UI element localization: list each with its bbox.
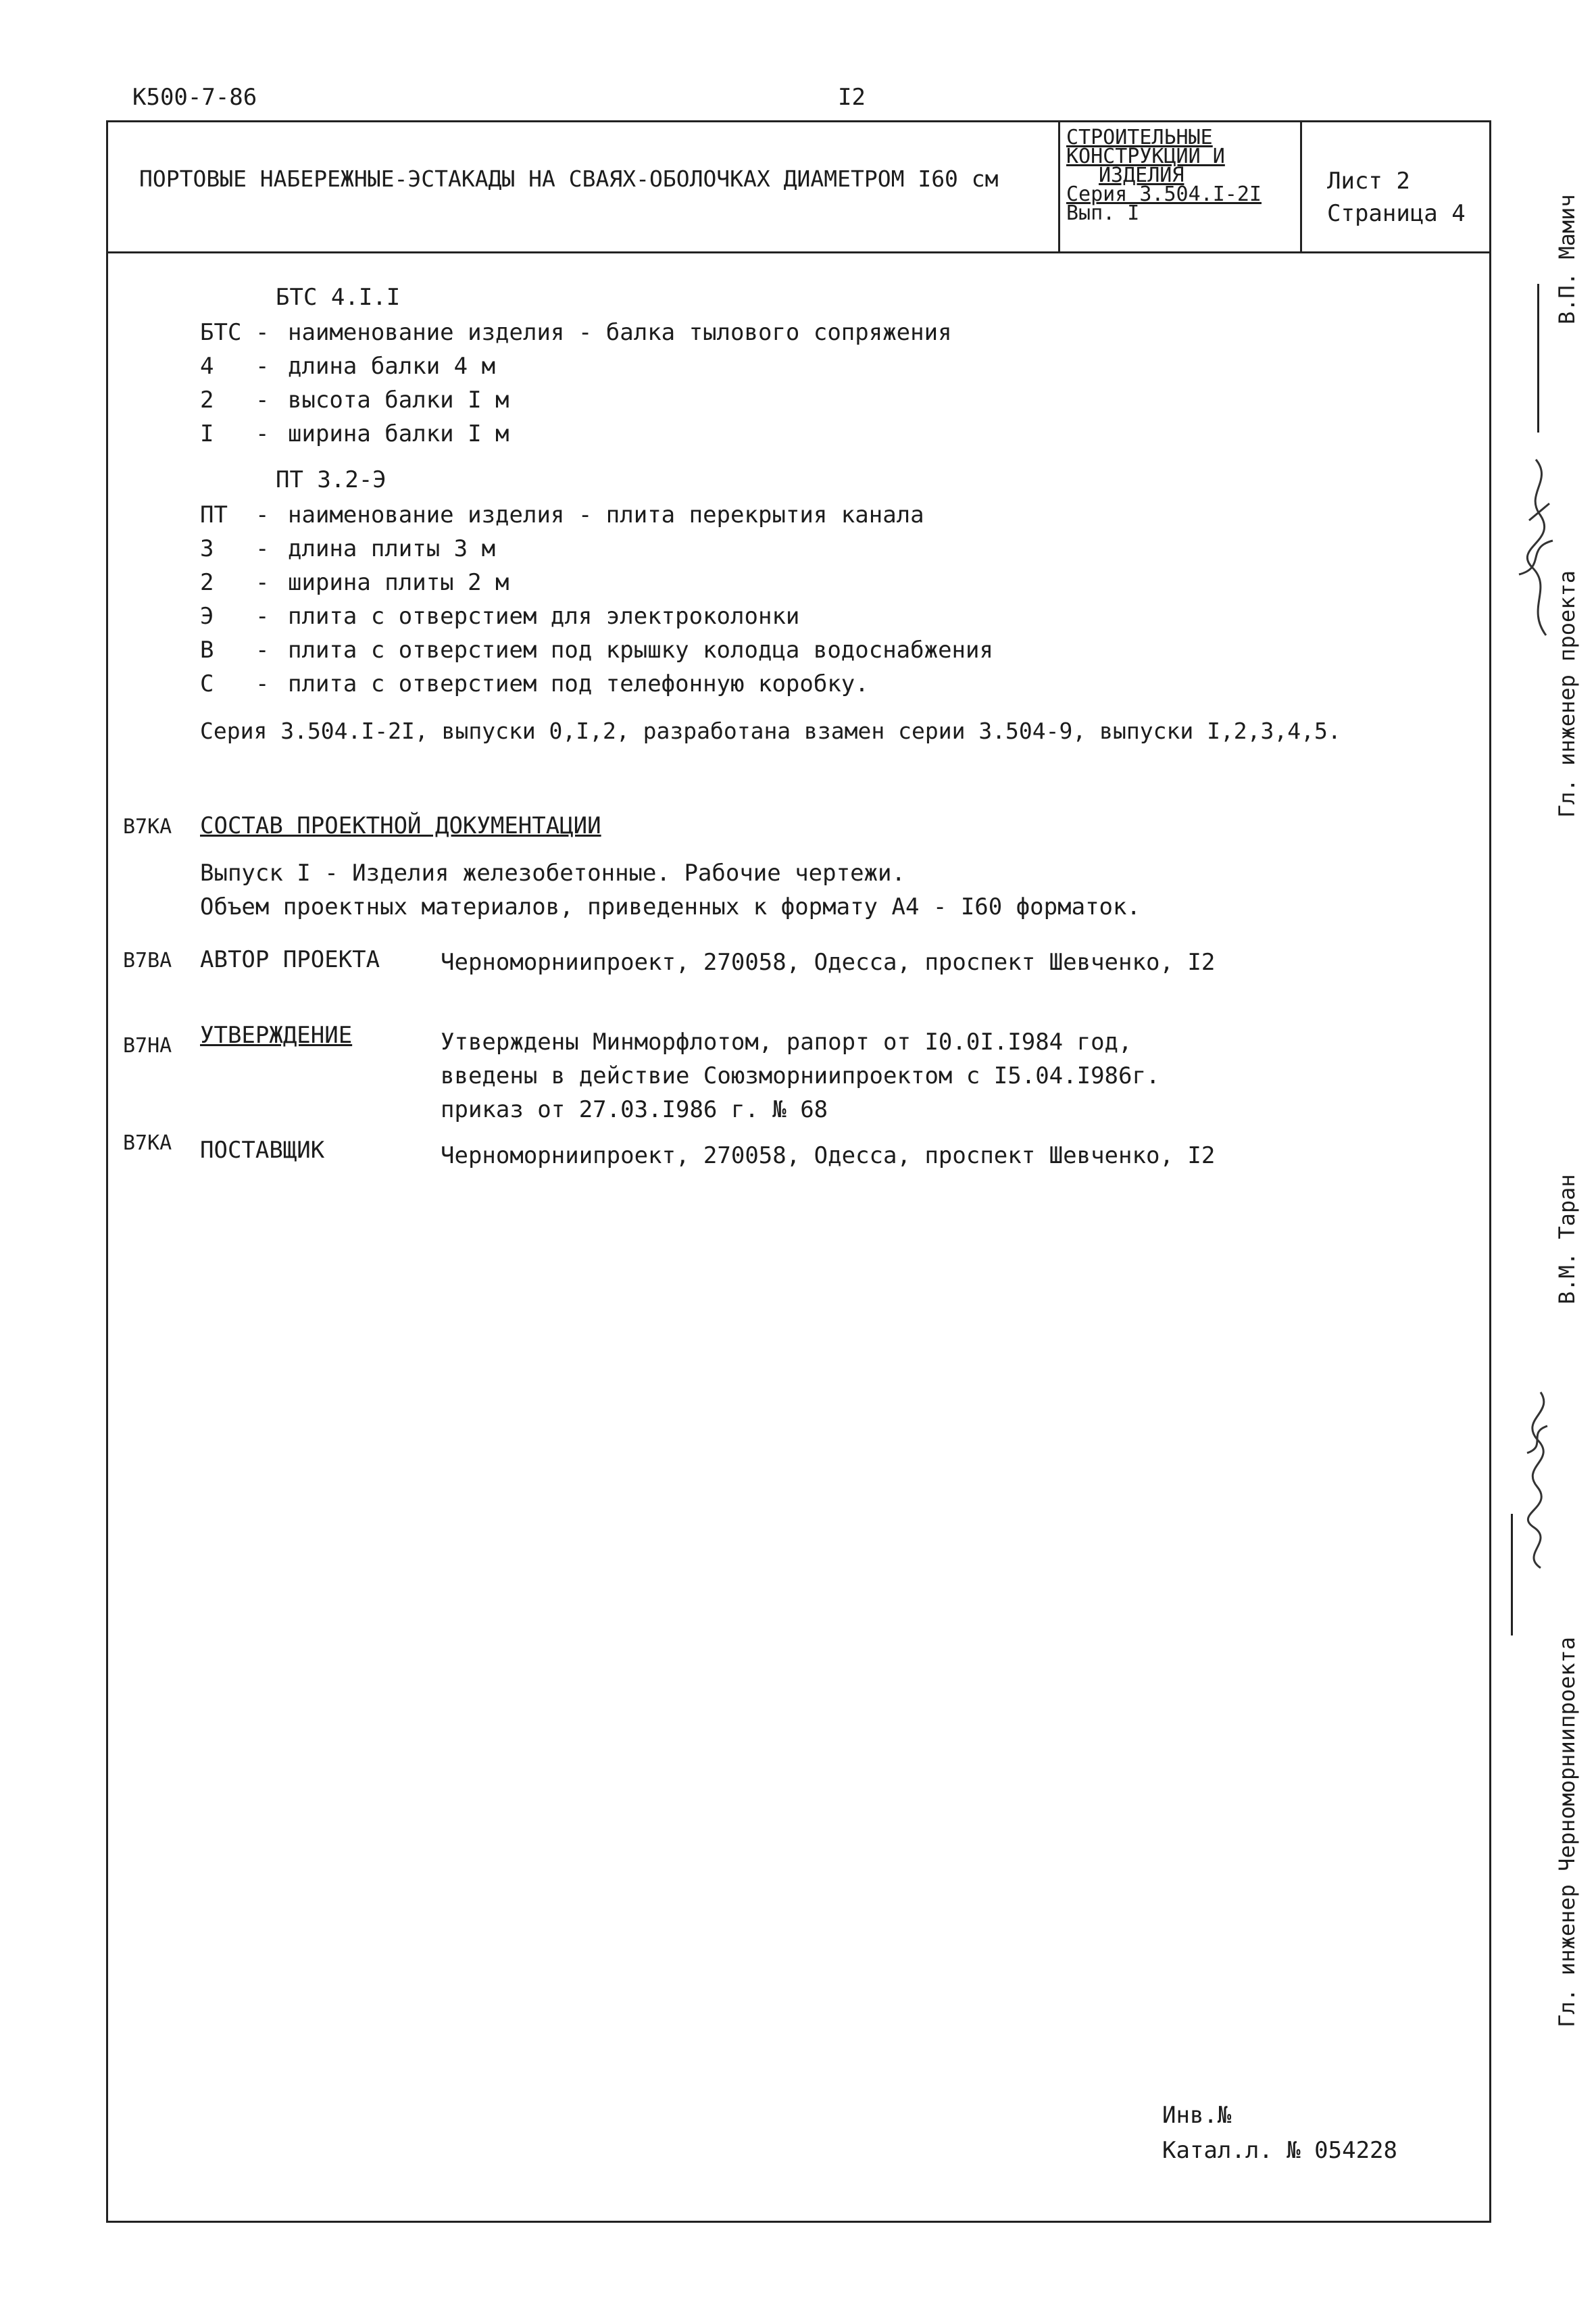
product1-mark: БТС 4.I.I (276, 284, 401, 311)
product2-code: ПТ (200, 501, 228, 528)
product2-line (200, 603, 799, 630)
series-note: Серия 3.504.I-2I, выпуски 0,I,2, разработана взамен серии 3.504-9, выпуски I,2,3,4,5. (200, 718, 1341, 744)
approval-line-1: Утверждены Минморфлотом, рапорт от I0.0I.I984 год, (441, 1029, 1132, 1056)
product2-line (200, 569, 509, 596)
supplier-title: ПОСТАВЩИК (200, 1137, 325, 1164)
category-block (1066, 128, 1262, 223)
product2-code: С (200, 670, 214, 697)
dash: - (255, 319, 270, 346)
product2-desc: ширина плиты 2 м (288, 569, 509, 596)
product1-code: 4 (200, 353, 214, 380)
product2-desc: плита с отверстием под телефонную коробку. (288, 670, 869, 697)
dash: - (255, 637, 270, 664)
page-label: Страница 4 (1327, 200, 1466, 227)
product2-desc: плита с отверстием для электроколонки (288, 603, 800, 630)
document-title: ПОРТОВЫЕ НАБЕРЕЖНЫЕ-ЭСТАКАДЫ НА СВАЯХ-ОБОЛОЧКАХ ДИАМЕТРОМ I60 см (139, 166, 999, 192)
product1-code: I (200, 420, 214, 447)
category-series: Серия 3.504.I-2I (1066, 182, 1262, 206)
author-value: Черноморниипроект, 270058, Одесса, проспект Шевченко, I2 (441, 949, 1216, 976)
catalog-number: Катал.л. № 054228 (1162, 2137, 1397, 2164)
header-divider-1 (1058, 120, 1060, 253)
product2-line (200, 535, 495, 562)
product2-line (200, 670, 869, 697)
approval-title: УТВЕРЖДЕНИЕ (200, 1022, 353, 1049)
author-title: АВТОР ПРОЕКТА (200, 946, 380, 973)
product2-code: 3 (200, 535, 214, 562)
dash: - (255, 420, 270, 447)
dash: - (255, 569, 270, 596)
product1-desc: высота балки I м (288, 387, 509, 414)
product2-desc: плита с отверстием под крышку колодца водоснабжения (288, 637, 993, 664)
approval-line-2: введены в действие Союзморниипроектом с I5.04.I986г. (441, 1062, 1160, 1089)
signature-line (1537, 284, 1539, 433)
header-divider (106, 251, 1489, 253)
product1-code: БТС (200, 319, 242, 346)
sheet-number: Лист 2 (1327, 168, 1410, 195)
product1-line (200, 353, 495, 380)
supplier-value: Черноморниипроект, 270058, Одесса, проспект Шевченко, I2 (441, 1142, 1216, 1169)
product1-line (200, 387, 509, 414)
dash: - (255, 387, 270, 414)
dash: - (255, 603, 270, 630)
product2-line (200, 501, 924, 528)
author-code: В7ВА (123, 949, 172, 973)
signer-mamich: В.П. Мамич (1554, 194, 1580, 324)
product2-line (200, 637, 993, 664)
approval-code: В7НА (123, 1034, 172, 1058)
signature-taran (1507, 1372, 1568, 1575)
product2-desc: наименование изделия - плита перекрытия канала (288, 501, 924, 528)
product2-mark: ПТ 3.2-Э (276, 466, 386, 493)
product1-desc: наименование изделия - балка тылового сопряжения (288, 319, 952, 346)
dash: - (255, 535, 270, 562)
composition-line-2: Объем проектных материалов, приведенных к формату А4 - I60 форматок. (200, 893, 1141, 920)
chief-engineer-2-label: Гл. инженер Черноморниипроекта (1554, 1637, 1580, 2027)
product2-code: Э (200, 603, 214, 630)
dash: - (255, 501, 270, 528)
category-line-3: ИЗДЕЛИЯ (1099, 164, 1184, 187)
product1-line (200, 319, 952, 346)
signer-taran: В.М. Таран (1554, 1174, 1580, 1304)
header-divider-2 (1300, 120, 1302, 253)
approval-line-3: приказ от 27.03.I986 г. № 68 (441, 1096, 828, 1123)
product1-code: 2 (200, 387, 214, 414)
supplier-code: В7КА (123, 1131, 172, 1155)
product2-code: 2 (200, 569, 214, 596)
category-line-2: КОНСТРУКЦИИ И (1066, 145, 1225, 168)
product1-line (200, 420, 509, 447)
signature-line (1511, 1514, 1513, 1635)
category-line-1: СТРОИТЕЛЬНЫЕ (1066, 126, 1213, 149)
composition-line-1: Выпуск I - Изделия железобетонные. Рабочие чертежи. (200, 860, 905, 887)
dash: - (255, 670, 270, 697)
product2-desc: длина плиты 3 м (288, 535, 496, 562)
composition-code: В7КА (123, 815, 172, 839)
chief-engineer-label: Гл. инженер проекта (1554, 570, 1580, 818)
signature-mamich (1499, 439, 1573, 642)
product1-desc: длина балки 4 м (288, 353, 496, 380)
category-issue: Вып. I (1066, 201, 1140, 225)
composition-title: СОСТАВ ПРОЕКТНОЙ ДОКУМЕНТАЦИИ (200, 812, 601, 839)
inventory-number: Инв.№ (1162, 2102, 1232, 2129)
product1-desc: ширина балки I м (288, 420, 509, 447)
page-number: I2 (838, 84, 866, 111)
doc-code: К500-7-86 (132, 84, 257, 111)
dash: - (255, 353, 270, 380)
product2-code: В (200, 637, 214, 664)
